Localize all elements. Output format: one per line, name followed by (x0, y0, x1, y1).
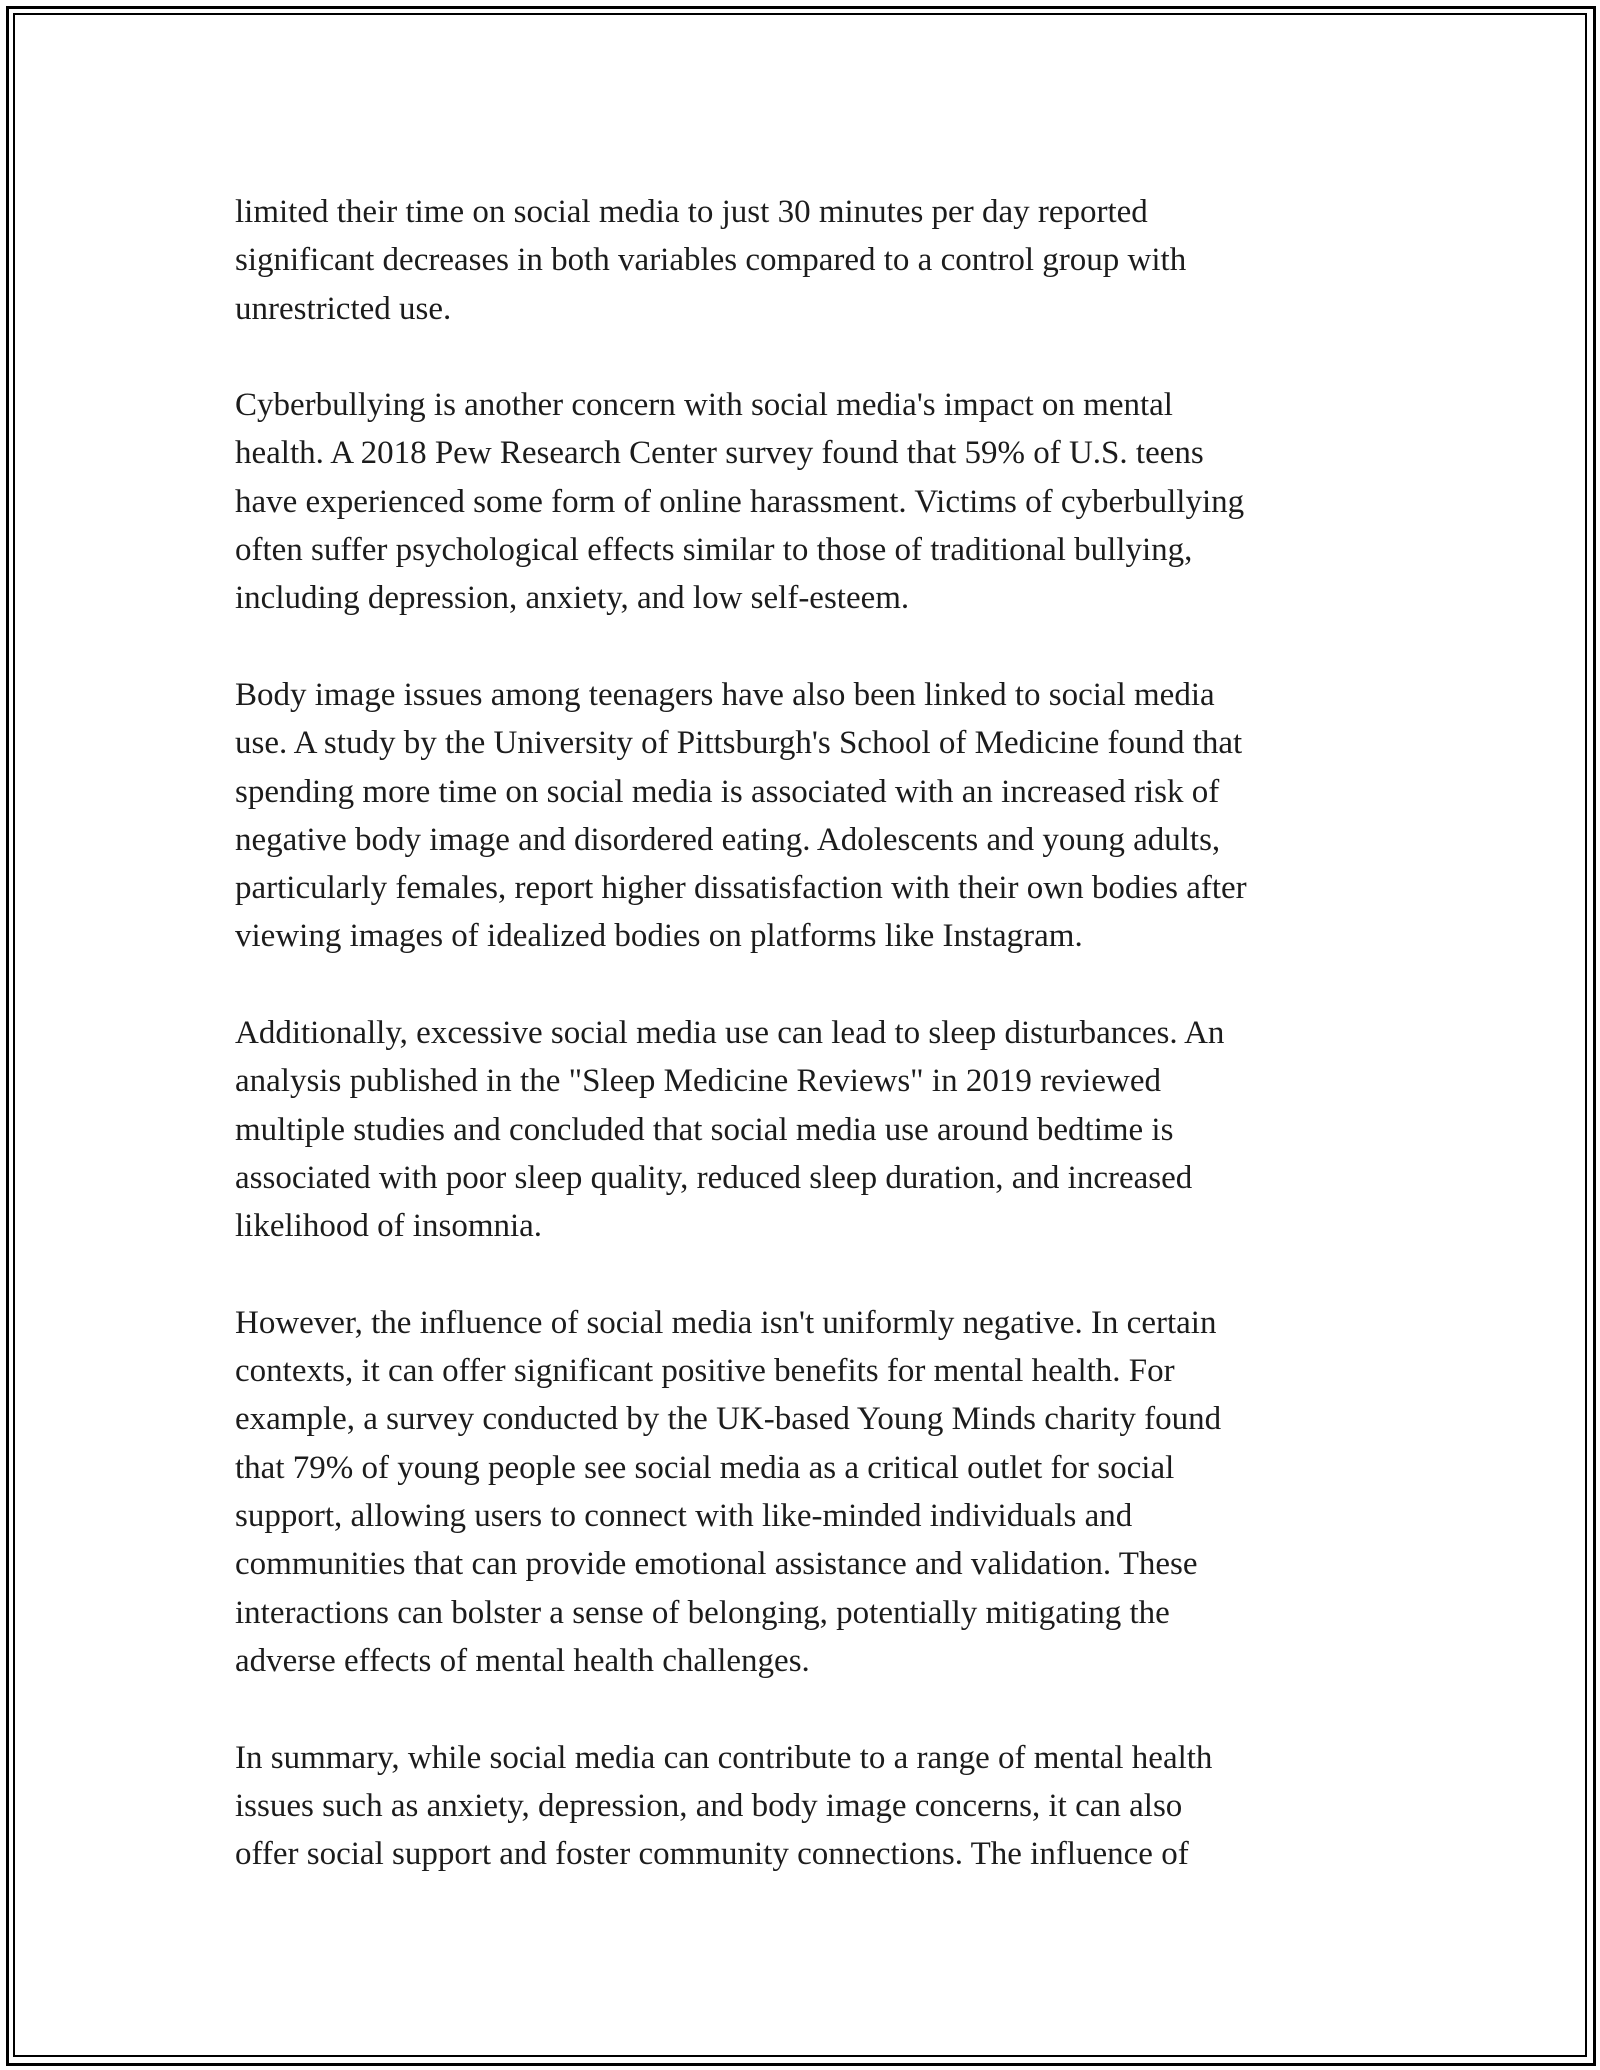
text-line: that 79% of young people see social media as a critical outlet for social (235, 1449, 1175, 1486)
text-line: spending more time on social media is associated with an increased risk of (235, 773, 1220, 810)
text-line: health. A 2018 Pew Research Center survey found that 59% of U.S. teens (235, 435, 1204, 472)
text-line: viewing images of idealized bodies on platforms like Instagram. (235, 918, 1083, 955)
text-line: have experienced some form of online harassment. Victims of cyberbullying (235, 483, 1245, 520)
text-line: interactions can bolster a sense of belonging, potentially mitigating the (235, 1594, 1170, 1631)
paragraph (235, 1009, 1375, 1250)
text-line: Cyberbullying is another concern with social media's impact on mental (235, 387, 1173, 424)
text-line: offer social support and foster community connections. The influence of (235, 1836, 1189, 1873)
document-body (235, 188, 1375, 1927)
text-line: In summary, while social media can contribute to a range of mental health (235, 1739, 1213, 1776)
text-line: particularly females, report higher dissatisfaction with their own bodies after (235, 870, 1247, 907)
text-line: unrestricted use. (235, 290, 452, 327)
text-line: adverse effects of mental health challenges. (235, 1642, 810, 1679)
paragraph (235, 1734, 1375, 1879)
paragraph (235, 671, 1375, 961)
text-line: likelihood of insomnia. (235, 1208, 543, 1245)
text-line: limited their time on social media to just 30 minutes per day reported (235, 194, 1148, 230)
paragraph (235, 188, 1375, 333)
text-line: negative body image and disordered eating. Adolescents and young adults, (235, 821, 1221, 858)
text-line: contexts, it can offer significant positive benefits for mental health. For (235, 1353, 1175, 1390)
text-line: issues such as anxiety, depression, and body image concerns, it can also (235, 1787, 1183, 1824)
text-line: often suffer psychological effects similar to those of traditional bullying, (235, 532, 1193, 569)
text-line: analysis published in the "Sleep Medicine Reviews" in 2019 reviewed (235, 1063, 1161, 1100)
paragraph (235, 381, 1375, 622)
paragraph (235, 1299, 1375, 1685)
text-line: Additionally, excessive social media use can lead to sleep disturbances. An (235, 1015, 1225, 1052)
text-line: including depression, anxiety, and low self-esteem. (235, 580, 910, 617)
text-line: example, a survey conducted by the UK-based Young Minds charity found (235, 1401, 1222, 1438)
text-line: use. A study by the University of Pittsburgh's School of Medicine found that (235, 725, 1243, 762)
text-line: associated with poor sleep quality, reduced sleep duration, and increased (235, 1159, 1193, 1196)
text-line: support, allowing users to connect with like-minded individuals and (235, 1498, 1133, 1535)
text-line: However, the influence of social media isn't uniformly negative. In certain (235, 1304, 1217, 1341)
text-line: multiple studies and concluded that social media use around bedtime is (235, 1111, 1174, 1148)
text-line: significant decreases in both variables compared to a control group with (235, 242, 1187, 279)
text-line: Body image issues among teenagers have also been linked to social media (235, 676, 1215, 713)
text-line: communities that can provide emotional assistance and validation. These (235, 1546, 1198, 1583)
